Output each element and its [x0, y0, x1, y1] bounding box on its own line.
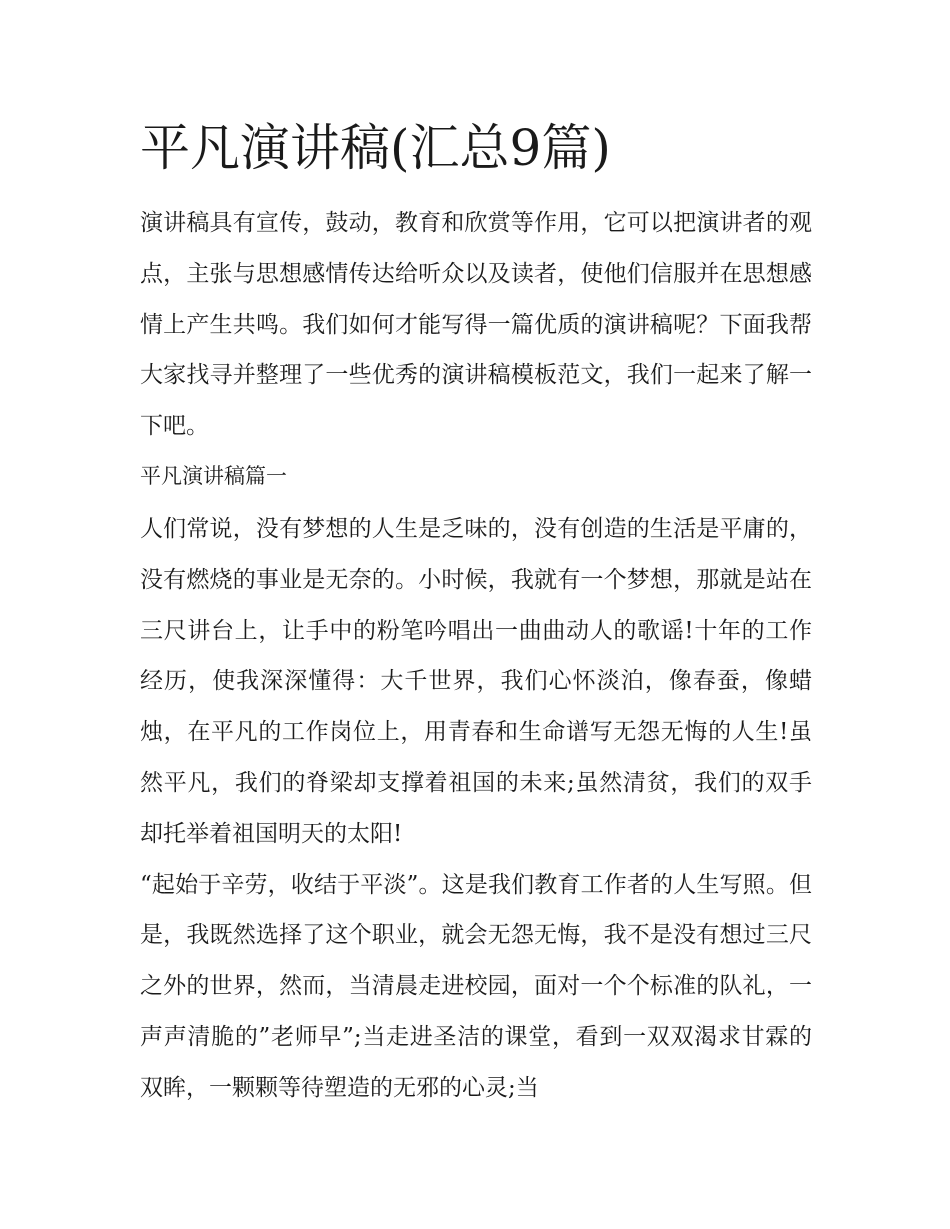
section-heading: 平凡演讲稿篇一: [140, 463, 287, 488]
document-title: 平凡演讲稿(汇总9篇): [140, 119, 611, 177]
body-paragraph-2: “起始于辛劳，收结于平淡”。这是我们教育工作者的人生写照。但是，我既然选择了这个职业，就会无怨无悔，我不是没有想过三尺之外的世界，然而，当清晨走进校园，面对一个个标准的队礼，一声声清脆的”老师早”;当走进圣洁的课堂，看到一双双渴求甘霖的双眸，一颗颗等待塑造的无邪的心灵;当: [140, 871, 812, 1101]
body-paragraph-1: 人们常说，没有梦想的人生是乏味的，没有创造的生活是平庸的，没有燃烧的事业是无奈的。小时候，我就有一个梦想，那就是站在三尺讲台上，让手中的粉笔吟唱出一曲曲动人的歌谣!十年的工作经历，使我深深懂得：大千世界，我们心怀淡泊，像春蚕，像蜡烛，在平凡的工作岗位上，用青春和生命谱写无怨无悔的人生!虽然平凡，我们的脊梁却支撑着祖国的未来;虽然清贫，我们的双手却托举着祖国明天的太阳!: [140, 515, 812, 847]
document-page: [140, 118, 812, 1114]
intro-paragraph: 演讲稿具有宣传，鼓动，教育和欣赏等作用，它可以把演讲者的观点，主张与思想感情传达给听众以及读者，使他们信服并在思想感情上产生共鸣。我们如何才能写得一篇优质的演讲稿呢？下面我帮大家找寻并整理了一些优秀的演讲稿模板范文，我们一起来了解一下吧。: [140, 210, 812, 440]
